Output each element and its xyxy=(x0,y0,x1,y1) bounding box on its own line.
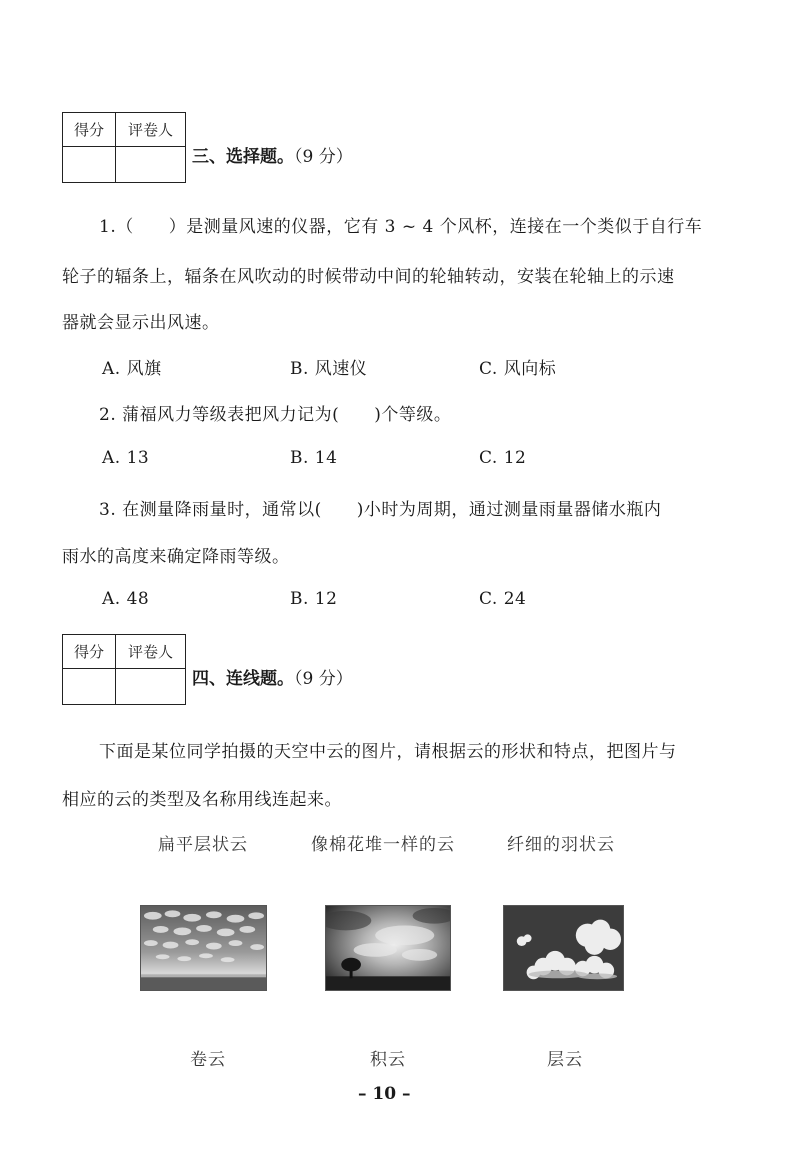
cloud-photo-3-image xyxy=(504,906,623,990)
score-header: 得分 xyxy=(63,635,116,669)
grader-header: 评卷人 xyxy=(116,113,186,147)
q1-option-c: C. 风向标 xyxy=(479,359,557,379)
section4-title-text: 四、连线题。 xyxy=(192,669,294,689)
page-number: – 10 – xyxy=(358,1084,411,1104)
q1-line2: 轮子的辐条上，辐条在风吹动的时候带动中间的轮轴转动，安装在轮轴上的示速 xyxy=(62,267,675,287)
q1-line3: 器就会显示出风速。 xyxy=(62,313,220,333)
q1-line1: 1.（ ）是测量风速的仪器，它有 3 ~ 4 个风杯，连接在一个类似于自行车 xyxy=(99,217,703,237)
cloud-photo-3[interactable] xyxy=(503,905,624,991)
section4-intro-line2: 相应的云的类型及名称用线连起来。 xyxy=(62,790,342,810)
grader-cell[interactable] xyxy=(116,669,186,705)
cloud-photo-1[interactable] xyxy=(140,905,267,991)
section4-points: （9 分） xyxy=(294,669,353,689)
section3-title xyxy=(192,142,353,167)
q2-option-a: A. 13 xyxy=(102,448,150,468)
q1-option-b: B. 风速仪 xyxy=(290,359,368,379)
q3-option-c: C. 24 xyxy=(479,589,527,609)
cloud-name-cirrus[interactable]: 卷云 xyxy=(190,1050,226,1070)
q2-line1: 2. 蒲福风力等级表把风力记为( )个等级。 xyxy=(99,405,452,425)
cloud-photo-2-image xyxy=(326,906,450,990)
section3-title-text: 三、选择题。 xyxy=(192,147,294,167)
score-table-section4 xyxy=(62,634,186,705)
q3-option-b: B. 12 xyxy=(290,589,338,609)
q2-option-b: B. 14 xyxy=(290,448,338,468)
section4-intro-line1: 下面是某位同学拍摄的天空中云的图片，请根据云的形状和特点，把图片与 xyxy=(99,742,677,762)
q3-line1: 3. 在测量降雨量时，通常以( )小时为周期，通过测量雨量器储水瓶内 xyxy=(99,500,662,520)
score-cell[interactable] xyxy=(63,669,116,705)
grader-header: 评卷人 xyxy=(116,635,186,669)
q1-option-a: A. 风旗 xyxy=(102,359,162,379)
cloud-photo-1-image xyxy=(141,906,266,990)
cloud-name-cumulus[interactable]: 积云 xyxy=(370,1050,406,1070)
description-cotton-heap[interactable]: 像棉花堆一样的云 xyxy=(311,835,455,855)
section4-title xyxy=(192,664,353,689)
score-table-section3 xyxy=(62,112,186,183)
cloud-name-stratus[interactable]: 层云 xyxy=(547,1050,583,1070)
cloud-photo-2[interactable] xyxy=(325,905,451,991)
q2-option-c: C. 12 xyxy=(479,448,527,468)
description-feathery[interactable]: 纤细的羽状云 xyxy=(507,835,615,855)
q3-line2: 雨水的高度来确定降雨等级。 xyxy=(62,547,290,567)
description-flat-layered[interactable]: 扁平层状云 xyxy=(158,835,248,855)
q3-option-a: A. 48 xyxy=(102,589,150,609)
section3-points: （9 分） xyxy=(294,147,353,167)
score-header: 得分 xyxy=(63,113,116,147)
grader-cell[interactable] xyxy=(116,147,186,183)
score-cell[interactable] xyxy=(63,147,116,183)
